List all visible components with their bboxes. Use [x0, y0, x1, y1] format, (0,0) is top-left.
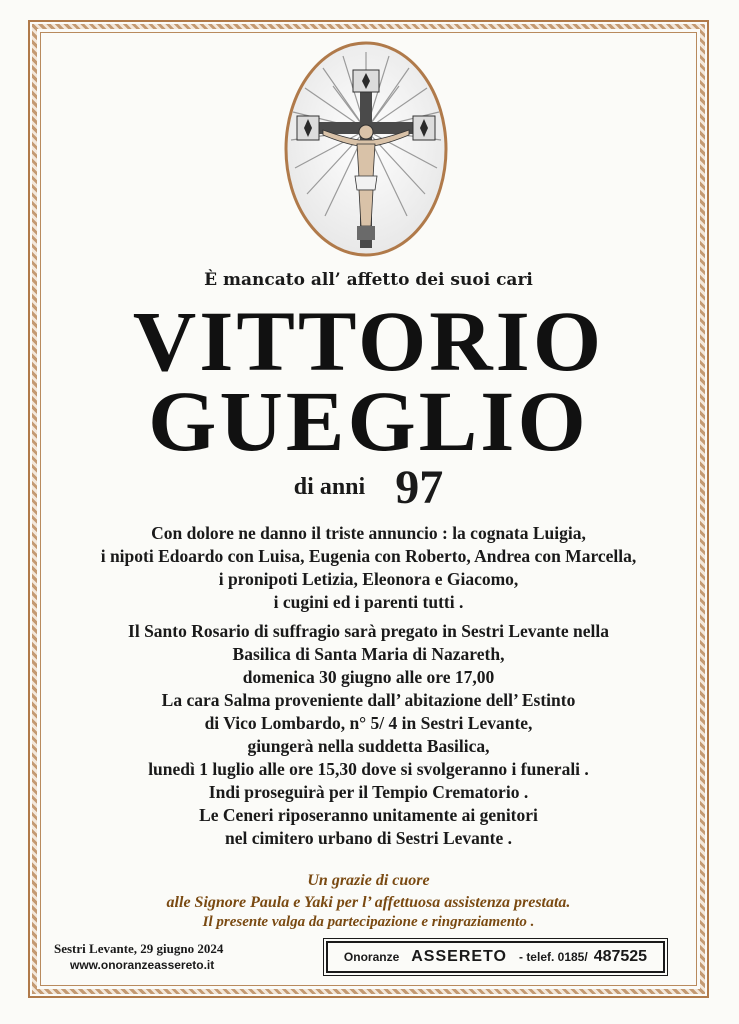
thanks-block — [40, 870, 697, 914]
notice-text: Il presente valga da partecipazione e ringraziamento . — [202, 914, 535, 930]
last-name: GUEGLIO — [148, 373, 589, 469]
announcement-block — [40, 522, 697, 614]
ceremony-line: nel cimitero urbano di Sestri Levante . — [225, 828, 512, 848]
agency-phone-label: - telef. 0185/ — [518, 950, 588, 964]
announcement-line: i pronipoti Letizia, Eleonora e Giacomo, — [218, 569, 519, 589]
ceremony-line: Le Ceneri riposeranno unitamente ai genitori — [199, 805, 538, 825]
ceremony-line: domenica 30 giugno alle ore 17,00 — [242, 667, 495, 687]
announcement-line: Con dolore ne danno il triste annuncio : la cognata Luigia, — [151, 523, 586, 543]
age-row — [40, 460, 697, 515]
crucifix-icon — [283, 40, 449, 258]
ceremony-line: Basilica di Santa Maria di Nazareth, — [232, 644, 505, 664]
ceremony-line: di Vico Lombardo, n° 5/ 4 in Sestri Levante, — [204, 713, 533, 733]
first-name: VITTORIO — [132, 293, 605, 389]
agency-phone: 487525 — [593, 948, 648, 965]
agency-name: ASSERETO — [411, 948, 507, 965]
ceremony-line: giungerà nella suddetta Basilica, — [247, 736, 490, 756]
ceremony-line: lunedì 1 luglio alle ore 15,30 dove si svolgeranno i funerali . — [148, 759, 589, 779]
thanks-line: Un grazie di cuore — [307, 872, 430, 889]
ceremony-line: La cara Salma proveniente dall’ abitazione dell’ Estinto — [161, 690, 576, 710]
ceremony-line: Indi proseguirà per il Tempio Crematorio . — [208, 782, 529, 802]
intro-text: È mancato all’ affetto dei suoi cari — [204, 270, 533, 290]
agency-box — [323, 938, 668, 976]
place-date: Sestri Levante, 29 giugno 2024 — [54, 941, 224, 956]
agency-box-inner — [326, 941, 665, 973]
thanks-line: alle Signore Paula e Yaki per l’ affettuosa assistenza prestata. — [166, 894, 571, 911]
agency-prefix: Onoranze — [343, 950, 400, 964]
age-label: di anni — [293, 474, 366, 500]
website-link[interactable]: www.onoranzeassereto.it — [70, 958, 215, 972]
ceremony-line: Il Santo Rosario di suffragio sarà pregato in Sestri Levante nella — [128, 621, 609, 641]
ceremony-block — [40, 620, 697, 850]
age-value: 97 — [395, 461, 444, 514]
announcement-line: i cugini ed i parenti tutti . — [273, 592, 464, 612]
announcement-line: i nipoti Edoardo con Luisa, Eugenia con Roberto, Andrea con Marcella, — [100, 546, 637, 566]
